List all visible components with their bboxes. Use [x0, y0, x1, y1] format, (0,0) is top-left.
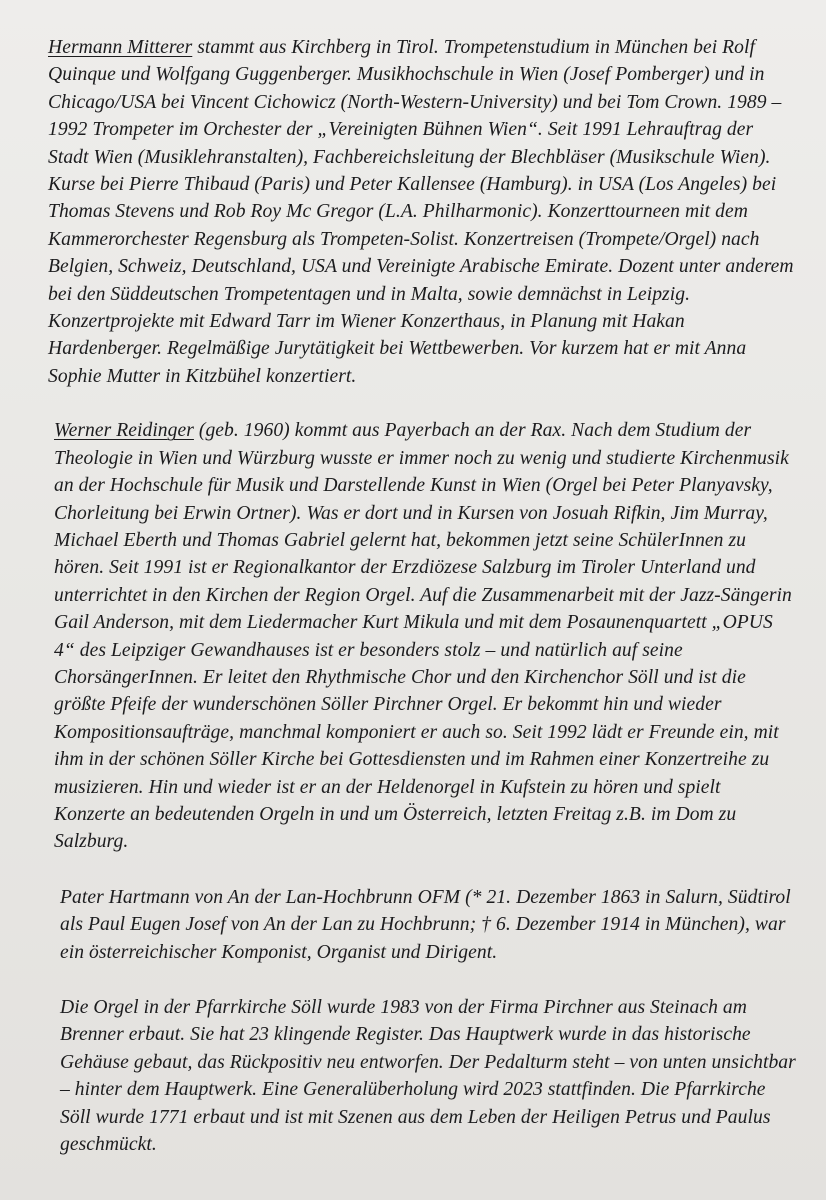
paragraph-text: Pater Hartmann von An der Lan-Hochbrunn OFM (* 21. Dezember 1863 in Salurn, Südtirol als Paul Eugen Josef von An der Lan zu Hochbrunn; † 6. Dezember 1914 in München), war ein österreichischer Komponist, Organist und Dirigent.	[60, 886, 791, 963]
paragraph-orgel-soell	[48, 994, 796, 1158]
name-werner-reidinger: Werner Reidinger	[54, 420, 194, 442]
paragraph-text: (geb. 1960) kommt aus Payerbach an der Rax. Nach dem Studium der Theologie in Wien und Würzburg wusste er immer noch zu wenig und studierte Kirchenmusik an der Hochschule für Musik und Darstellende Kunst in Wien (Orgel bei Peter Planyavsky, Chorleitung bei Erwin Ortner). Was er dort und in Kursen von Josuah Rifkin, Jim Murray, Michael Eberth und Thomas Gabriel gelernt hat, bekommen jetzt seine SchülerInnen zu hören. Seit 1991 ist er Regionalkantor der Erzdiözese Salzburg im Tiroler Unterland und unterrichtet in den Kirchen der Region Orgel. Auf die Zusammenarbeit mit der Jazz-Sängerin Gail Anderson, mit dem Liedermacher Kurt Mikula und mit dem Posaunenquartett „OPUS 4“ des Leipziger Gewandhauses ist er besonders stolz – und natürlich auf seine ChorsängerInnen. Er leitet den Rhythmische Chor und den Kirchenchor Söll und ist die größte Pfeife der wunderschönen Söller Pirchner Orgel. Er bekommt hin und wieder Kompositionsaufträge, manchmal komponiert er auch so. Seit 1992 lädt er Freunde ein, mit ihm in der schönen Söller Kirche bei Gottesdiensten und im Rahmen einer Konzertreihe zu musizieren. Hin und wieder ist er an der Heldenorgel in Kufstein zu hören und spielt Konzerte an bedeutenden Orgeln in und um Österreich, letzten Freitag z.B. im Dom zu Salzburg.	[54, 420, 792, 853]
name-hermann-mitterer: Hermann Mitterer	[48, 37, 193, 58]
paragraph-text: Die Orgel in der Pfarrkirche Söll wurde 1983 von der Firma Pirchner aus Steinach am Brenner erbaut. Sie hat 23 klingende Register. Das Hauptwerk wurde in das historische Gehäuse gebaut, das Rückpositiv neu entworfen. Der Pedalturm steht – von unten unsichtbar – hinter dem Hauptwerk. Eine Generalüberholung wird 2023 stattfinden. Die Pfarrkirche Söll wurde 1771 erbaut und ist mit Szenen aus dem Leben der Heiligen Petrus und Paulus geschmückt.	[60, 997, 796, 1156]
paragraph-werner-reidinger	[48, 417, 796, 856]
paragraph-text: stammt aus Kirchberg in Tirol. Trompetenstudium in München bei Rolf Quinque und Wolfgang Guggenberger. Musikhochschule in Wien (Josef Pomberger) und in Chicago/USA bei Vincent Cichowicz (North-Western-University) und bei Tom Crown. 1989 –1992 Trompeter im Orchester der „Vereinigten Bühnen Wien“. Seit 1991 Lehrauftrag der Stadt Wien (Musiklehranstalten), Fachbereichsleitung der Blechbläser (Musikschule Wien). Kurse bei Pierre Thibaud (Paris) und Peter Kallensee (Hamburg). in USA (Los Angeles) bei Thomas Stevens und Rob Roy Mc Gregor (L.A. Philharmonic). Konzerttourneen mit dem Kammerorchester Regensburg als Trompeten-Solist. Konzertreisen (Trompete/Orgel) nach Belgien, Schweiz, Deutschland, USA und Vereinigte Arabische Emirate. Dozent unter anderem bei den Süddeutschen Trompetentagen und in Malta, sowie demnächst in Leipzig. Konzertprojekte mit Edward Tarr im Wiener Konzerthaus, in Planung mit Hakan Hardenberger. Regelmäßige Jurytätigkeit bei Wettbewerben. Vor kurzem hat er mit Anna Sophie Mutter in Kitzbühel konzertiert.	[48, 37, 794, 387]
paragraph-hermann-mitterer	[48, 34, 796, 390]
paragraph-pater-hartmann	[48, 884, 796, 966]
